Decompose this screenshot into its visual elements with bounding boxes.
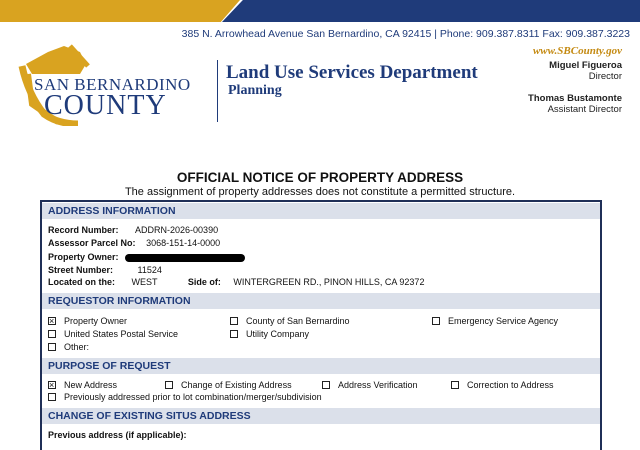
parcel-value: 3068-151-14-0000 xyxy=(146,238,221,248)
official-director xyxy=(549,60,622,82)
checkbox-checked-icon[interactable] xyxy=(48,381,56,389)
option-label: Change of Existing Address xyxy=(181,380,292,390)
street-number-value: 11524 xyxy=(137,265,162,275)
checkbox-icon[interactable] xyxy=(48,330,56,338)
checkbox-icon[interactable] xyxy=(432,317,440,325)
option-label: Address Verification xyxy=(338,380,418,390)
contact-info: 385 N. Arrowhead Avenue San Bernardino, CA 92415 | Phone: 909.387.8311 Fax: 909.387.3223 xyxy=(181,28,630,40)
redacted-owner-name xyxy=(125,254,245,262)
located-row xyxy=(48,276,424,288)
parcel-label: Assessor Parcel No: xyxy=(48,238,136,248)
option-label: Utility Company xyxy=(246,329,310,339)
option-property-owner[interactable] xyxy=(48,315,127,327)
option-verification[interactable] xyxy=(322,379,418,391)
address-form xyxy=(40,200,602,450)
record-number-row xyxy=(48,224,218,236)
official-title: Director xyxy=(588,71,622,82)
website-link[interactable]: www.SBCounty.gov xyxy=(532,45,622,57)
option-emergency-service[interactable] xyxy=(432,315,558,327)
street-number-row xyxy=(48,264,162,276)
checkbox-icon[interactable] xyxy=(451,381,459,389)
option-new-address[interactable] xyxy=(48,379,117,391)
option-county[interactable] xyxy=(230,315,350,327)
checkbox-icon[interactable] xyxy=(322,381,330,389)
street-number-label: Street Number: xyxy=(48,265,114,275)
official-name: Thomas Bustamonte xyxy=(528,93,622,104)
located-value: WEST xyxy=(131,277,158,287)
checkbox-icon[interactable] xyxy=(48,343,56,351)
record-number-value: ADDRN-2026-00390 xyxy=(135,225,219,235)
department-title: Land Use Services Department xyxy=(226,62,478,83)
option-label: County of San Bernardino xyxy=(246,316,350,326)
option-label: New Address xyxy=(64,380,118,390)
side-label: Side of: xyxy=(187,277,221,287)
owner-label: Property Owner: xyxy=(48,252,119,262)
section-purpose-of-request: PURPOSE OF REQUEST xyxy=(42,358,600,374)
owner-row xyxy=(48,251,245,263)
record-number-label: Record Number: xyxy=(48,225,119,235)
official-title: Assistant Director xyxy=(547,104,622,115)
option-correction[interactable] xyxy=(451,379,554,391)
logo-text-county: COUNTY xyxy=(44,90,167,121)
section-requestor-information: REQUESTOR INFORMATION xyxy=(42,293,600,309)
option-label: United States Postal Service xyxy=(64,329,179,339)
checkbox-icon[interactable] xyxy=(165,381,173,389)
option-label: Correction to Address xyxy=(467,380,554,390)
header-stripe-gold xyxy=(0,0,240,22)
official-name: Miguel Figueroa xyxy=(549,60,622,71)
option-label: Other: xyxy=(64,342,90,352)
section-change-situs-address: CHANGE OF EXISTING SITUS ADDRESS xyxy=(42,408,600,424)
notice-subtitle: The assignment of property addresses does not constitute a permitted structure. xyxy=(124,186,516,198)
checkbox-icon[interactable] xyxy=(48,393,56,401)
section-address-information: ADDRESS INFORMATION xyxy=(42,203,600,219)
previous-address-row xyxy=(48,429,187,441)
checkbox-icon[interactable] xyxy=(230,317,238,325)
option-label: Previously addressed prior to lot combination/merger/subdivision xyxy=(64,392,322,402)
official-assistant-director xyxy=(528,93,622,115)
checkbox-icon[interactable] xyxy=(230,330,238,338)
option-change-existing[interactable] xyxy=(165,379,292,391)
option-label: Emergency Service Agency xyxy=(448,316,559,326)
previous-address-label: Previous address (if applicable): xyxy=(48,430,187,440)
option-usps[interactable] xyxy=(48,328,178,340)
option-label: Property Owner xyxy=(64,316,128,326)
option-other[interactable] xyxy=(48,341,89,353)
header-stripe-navy xyxy=(222,0,640,22)
option-previously-addressed[interactable] xyxy=(48,391,322,403)
logo-text-top: SAN BERNARDINO xyxy=(34,75,191,94)
side-value: WINTERGREEN RD., PINON HILLS, CA 92372 xyxy=(233,277,425,287)
division-title: Planning xyxy=(228,83,282,98)
located-label: Located on the: xyxy=(48,277,115,287)
checkbox-checked-icon[interactable] xyxy=(48,317,56,325)
parcel-row xyxy=(48,237,220,249)
option-utility[interactable] xyxy=(230,328,309,340)
notice-title: OFFICIAL NOTICE OF PROPERTY ADDRESS xyxy=(176,170,464,185)
header-divider xyxy=(217,60,218,122)
